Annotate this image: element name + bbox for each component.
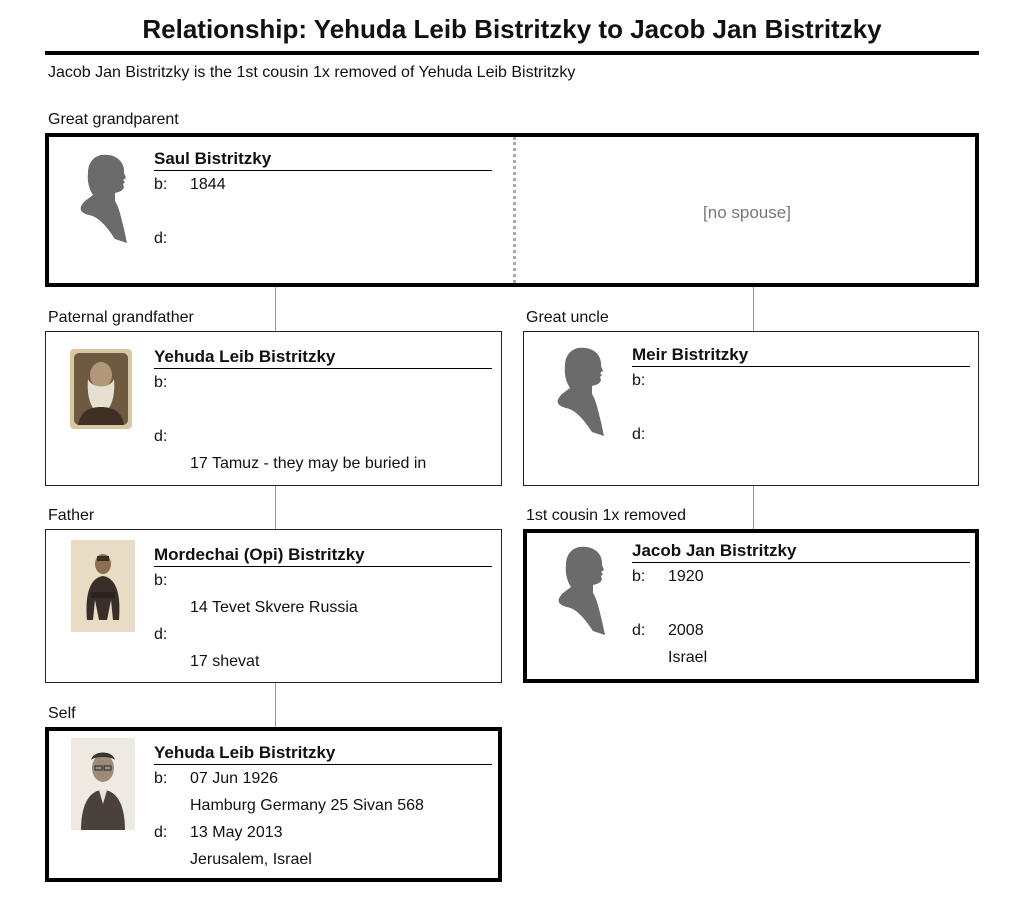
death-label: d: xyxy=(632,426,646,443)
connector-line xyxy=(275,287,276,331)
person-info xyxy=(154,544,492,675)
birth-place xyxy=(632,590,970,617)
death-label: d: xyxy=(632,622,646,639)
connector-line xyxy=(753,486,754,529)
death-label: d: xyxy=(154,428,168,445)
person-info xyxy=(632,540,970,671)
birth-place xyxy=(632,394,970,421)
person-name: Mordechai (Opi) Bistritzky xyxy=(154,544,492,567)
birth-label: b: xyxy=(154,572,168,589)
generation-label-self: Self xyxy=(48,705,76,722)
person-card-saul[interactable] xyxy=(45,133,979,287)
portrait-photo xyxy=(71,738,135,830)
person-card-jacob[interactable] xyxy=(523,529,979,683)
silhouette-icon xyxy=(71,151,133,231)
generation-label-paternal-grandfather: Paternal grandfather xyxy=(48,309,194,326)
death-label: d: xyxy=(154,626,168,643)
person-name: Yehuda Leib Bistritzky xyxy=(154,742,492,765)
person-name: Yehuda Leib Bistritzky xyxy=(154,346,492,369)
death-place: Jerusalem, Israel xyxy=(190,851,312,868)
generation-label-father: Father xyxy=(48,507,95,524)
person-name: Saul Bistritzky xyxy=(154,148,492,171)
portrait-photo xyxy=(70,349,132,429)
death-date: 2008 xyxy=(668,622,704,639)
person-card-meir[interactable] xyxy=(523,331,979,486)
death-label: d: xyxy=(154,824,168,841)
birth-place xyxy=(154,396,492,423)
person-info xyxy=(154,148,492,252)
connector-line xyxy=(275,486,276,529)
report-title: Relationship: Yehuda Leib Bistritzky to Jacob Jan Bistritzky xyxy=(142,14,882,44)
death-place: 17 shevat xyxy=(190,653,260,670)
person-card-self[interactable] xyxy=(45,727,502,882)
person-info xyxy=(154,346,492,477)
generation-label-great-grandparent: Great grandparent xyxy=(48,111,179,128)
death-place: 17 Tamuz - they may be buried in xyxy=(190,455,427,472)
person-name: Jacob Jan Bistritzky xyxy=(632,540,970,563)
title-divider xyxy=(45,51,979,55)
birth-place: 14 Tevet Skvere Russia xyxy=(190,599,358,616)
birth-label: b: xyxy=(154,374,168,391)
birth-place xyxy=(154,198,492,225)
no-spouse-text: [no spouse] xyxy=(703,203,791,222)
birth-place: Hamburg Germany 25 Sivan 568 xyxy=(190,797,424,814)
birth-date: 07 Jun 1926 xyxy=(190,770,279,787)
death-label: d: xyxy=(154,230,168,247)
birth-label: b: xyxy=(632,568,646,585)
birth-date: 1844 xyxy=(190,176,226,193)
death-place: Israel xyxy=(668,649,708,666)
generation-label-cousin: 1st cousin 1x removed xyxy=(526,507,687,524)
connector-line xyxy=(275,683,276,727)
relationship-summary: Jacob Jan Bistritzky is the 1st cousin 1x removed of Yehuda Leib Bistritzky xyxy=(48,64,576,81)
person-name: Meir Bistritzky xyxy=(632,344,970,367)
person-card-yehuda-grandfather[interactable] xyxy=(45,331,502,486)
death-date: 13 May 2013 xyxy=(190,824,283,841)
birth-date: 1920 xyxy=(668,568,704,585)
person-info xyxy=(632,344,970,448)
birth-label: b: xyxy=(154,176,168,193)
generation-label-great-uncle: Great uncle xyxy=(526,309,609,326)
spouse-divider xyxy=(513,137,516,283)
silhouette-icon xyxy=(549,543,611,623)
portrait-photo xyxy=(71,540,135,632)
connector-line xyxy=(753,287,754,331)
person-info xyxy=(154,742,492,873)
silhouette-icon xyxy=(548,344,610,424)
birth-label: b: xyxy=(154,770,168,787)
person-card-mordechai[interactable] xyxy=(45,529,502,683)
birth-label: b: xyxy=(632,372,646,389)
